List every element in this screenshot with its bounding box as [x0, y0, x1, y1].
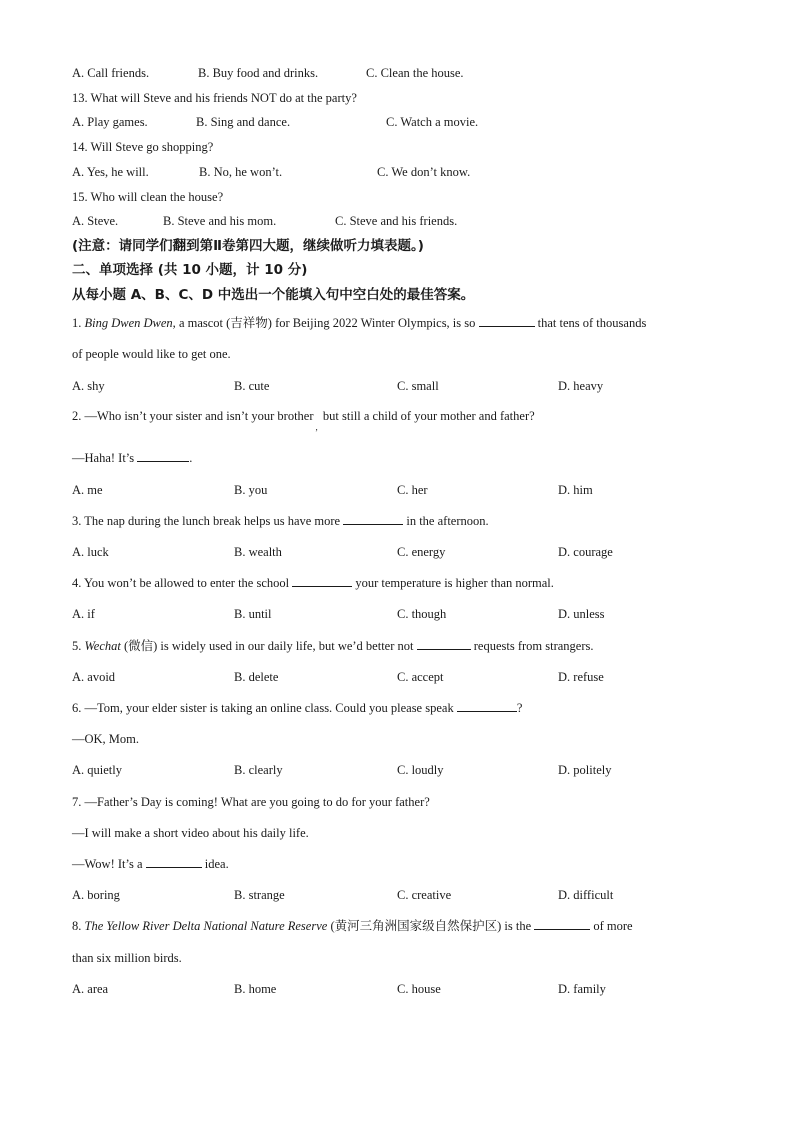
option-b[interactable]: B. cute: [234, 379, 270, 393]
option-a[interactable]: A. luck: [72, 545, 109, 559]
option-b[interactable]: B. you: [234, 483, 268, 497]
option-a[interactable]: A. shy: [72, 379, 105, 393]
option-b[interactable]: B. wealth: [234, 545, 282, 559]
question-6-line2: —OK, Mom.: [72, 732, 140, 746]
stem-text: 2. —Who isn’t your sister and isn’t your brother: [72, 409, 314, 423]
italic-term: The Yellow River Delta National Nature Reserve: [84, 919, 328, 933]
option-c[interactable]: C. Watch a movie.: [386, 115, 479, 129]
option-b[interactable]: B. home: [234, 982, 277, 996]
question-7-line3: [72, 856, 229, 872]
question-number: 5.: [72, 639, 82, 653]
option-b[interactable]: B. strange: [234, 888, 285, 902]
option-c[interactable]: C. creative: [397, 888, 452, 902]
option-b[interactable]: B. Sing and dance.: [196, 115, 291, 129]
stem-text: —Wow! It’s a: [72, 857, 146, 871]
stem-text: of more: [590, 919, 633, 933]
italic-term: Bing Dwen Dwen,: [84, 316, 176, 330]
option-d[interactable]: D. unless: [558, 607, 605, 621]
option-c[interactable]: C. accept: [397, 670, 444, 684]
stem-text: requests from strangers.: [470, 639, 594, 653]
option-a[interactable]: A. Steve.: [72, 214, 119, 228]
option-c[interactable]: C. We don’t know.: [377, 165, 471, 179]
listening-note: (注意：请同学们翻到第Ⅱ卷第四大题，继续做听力填表题。): [72, 238, 424, 254]
option-d[interactable]: D. family: [558, 982, 606, 996]
option-a[interactable]: A. if: [72, 607, 95, 621]
stem-text: but still a child of your mother and father?: [319, 409, 535, 423]
answer-blank[interactable]: [137, 450, 189, 462]
stem-text: .: [189, 451, 193, 465]
stem-text: a mascot (吉祥物) for Beijing 2022 Winter Olympics, is so: [175, 316, 479, 330]
option-c[interactable]: C. house: [397, 982, 441, 996]
answer-blank[interactable]: [479, 315, 535, 327]
option-c[interactable]: C. small: [397, 379, 439, 393]
stem-text: ?: [516, 701, 523, 715]
option-a[interactable]: A. avoid: [72, 670, 116, 684]
question-1-stem: [72, 315, 646, 331]
answer-blank[interactable]: [534, 918, 590, 930]
option-a[interactable]: A. boring: [72, 888, 120, 902]
question-2-line2: [72, 450, 192, 466]
answer-blank[interactable]: [292, 575, 352, 587]
question-14-stem: 14. Will Steve go shopping?: [72, 140, 214, 154]
option-b[interactable]: B. Steve and his mom.: [163, 214, 277, 228]
stem-text: in the afternoon.: [403, 514, 489, 528]
option-a[interactable]: A. Play games.: [72, 115, 148, 129]
option-d[interactable]: D. difficult: [558, 888, 614, 902]
stray-comma: ,: [315, 422, 318, 432]
stem-text: (黄河三角洲国家级自然保护区) is the: [327, 919, 535, 933]
question-5-stem: [72, 638, 594, 654]
section-instruction: 从每小题 A、B、C、D 中选出一个能填入句中空白处的最佳答案。: [72, 287, 475, 303]
stem-text: 6. —Tom, your elder sister is taking an online class. Could you please speak: [72, 701, 457, 715]
option-c[interactable]: C. though: [397, 607, 447, 621]
stem-text: —Haha! It’s: [72, 451, 138, 465]
option-c[interactable]: C. Steve and his friends.: [335, 214, 458, 228]
question-number: 8.: [72, 919, 82, 933]
italic-term: Wechat: [84, 639, 121, 653]
stem-text: that tens of thousands: [534, 316, 647, 330]
question-13-stem: 13. What will Steve and his friends NOT do at the party?: [72, 91, 357, 105]
question-3-stem: [72, 513, 489, 529]
option-c[interactable]: C. energy: [397, 545, 446, 559]
section-heading: 二、单项选择 (共 10 小题，计 10 分): [72, 262, 308, 278]
stem-text: (微信) is widely used in our daily life, but we’d better not: [120, 639, 417, 653]
stem-text: 4. You won’t be allowed to enter the school: [72, 576, 293, 590]
option-c[interactable]: C. her: [397, 483, 428, 497]
option-d[interactable]: D. courage: [558, 545, 613, 559]
question-2-stem: [72, 408, 535, 432]
option-b[interactable]: B. delete: [234, 670, 279, 684]
question-1-line2: of people would like to get one.: [72, 347, 231, 361]
option-d[interactable]: D. politely: [558, 763, 612, 777]
question-7-line2: —I will make a short video about his daily life.: [72, 826, 309, 840]
stem-text: 3. The nap during the lunch break helps us have more: [72, 514, 344, 528]
option-a[interactable]: A. area: [72, 982, 109, 996]
option-c[interactable]: C. Clean the house.: [366, 66, 464, 80]
stem-text: idea.: [201, 857, 229, 871]
stem-text: your temperature is higher than normal.: [352, 576, 554, 590]
option-d[interactable]: D. him: [558, 483, 593, 497]
answer-blank[interactable]: [146, 856, 202, 868]
option-b[interactable]: B. Buy food and drinks.: [198, 66, 319, 80]
question-6-stem: [72, 700, 522, 716]
option-a[interactable]: A. me: [72, 483, 103, 497]
question-8-line2: than six million birds.: [72, 951, 182, 965]
question-8-stem: [72, 918, 633, 934]
answer-blank[interactable]: [457, 700, 517, 712]
option-a[interactable]: A. Yes, he will.: [72, 165, 149, 179]
answer-blank[interactable]: [417, 638, 471, 650]
option-d[interactable]: D. heavy: [558, 379, 604, 393]
option-a[interactable]: A. Call friends.: [72, 66, 150, 80]
option-b[interactable]: B. until: [234, 607, 272, 621]
question-15-stem: 15. Who will clean the house?: [72, 190, 224, 204]
option-c[interactable]: C. loudly: [397, 763, 444, 777]
option-b[interactable]: B. clearly: [234, 763, 283, 777]
option-d[interactable]: D. refuse: [558, 670, 604, 684]
option-b[interactable]: B. No, he won’t.: [199, 165, 283, 179]
question-7-line1: 7. —Father’s Day is coming! What are you going to do for your father?: [72, 795, 430, 809]
option-a[interactable]: A. quietly: [72, 763, 122, 777]
question-4-stem: [72, 575, 554, 591]
question-number: 1.: [72, 316, 82, 330]
answer-blank[interactable]: [343, 513, 403, 525]
